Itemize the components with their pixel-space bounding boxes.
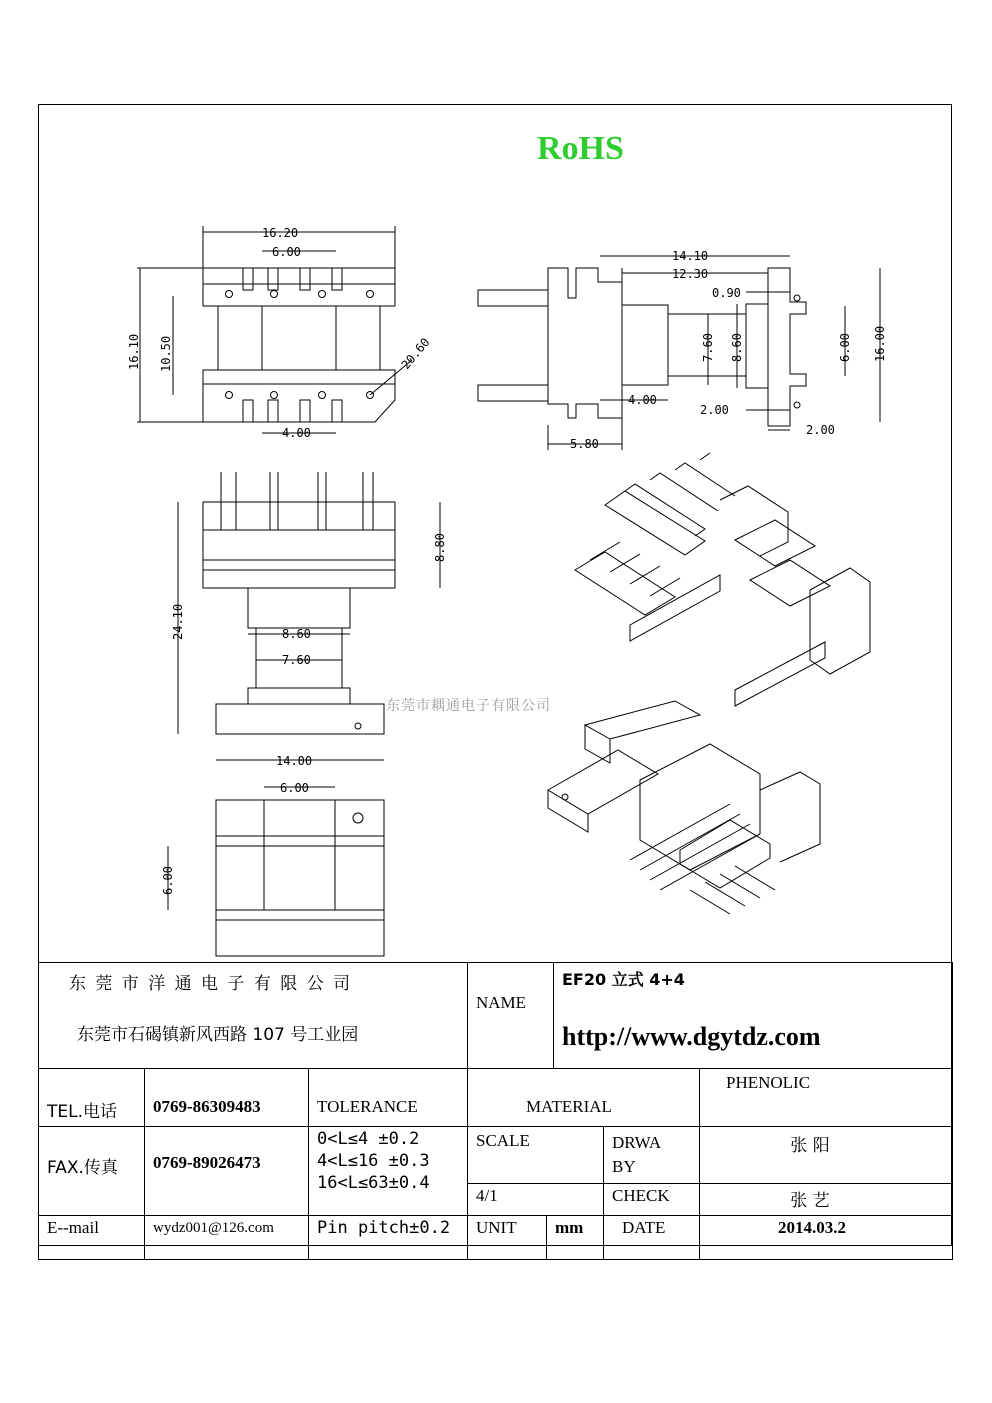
- side-view: [478, 256, 880, 450]
- dim-side-w2: 12.30: [672, 267, 709, 281]
- dim-side-200b: 2.00: [806, 423, 835, 437]
- dim-side-200a: 2.00: [700, 403, 729, 417]
- scale-value: 4/1: [476, 1185, 498, 1205]
- dim-top-inner-height: 10.50: [159, 335, 173, 372]
- dim-bottom-1400: 14.00: [276, 754, 313, 768]
- watermark-text: 东莞市耦通电子有限公司: [386, 698, 551, 714]
- tolerance-row-2: 4<L≤16 ±0.3: [317, 1150, 430, 1171]
- part-name: EF20 立式 4+4: [562, 970, 685, 989]
- tolerance-label: TOLERANCE: [317, 1096, 418, 1116]
- rohs-mark: RoHS: [537, 130, 624, 167]
- drawn-by-value: 张 阳: [790, 1135, 830, 1156]
- drawn-by-label: DRWA BY: [612, 1132, 662, 1176]
- dim-bottom-600b: 6.00: [161, 866, 175, 895]
- fax-label: FAX.传真: [47, 1157, 118, 1178]
- isometric-view-bottom: [548, 701, 820, 914]
- company-cell: [39, 963, 468, 1069]
- check-label: CHECK: [612, 1185, 670, 1205]
- tolerance-row-1: 0<L≤4 ±0.2: [317, 1128, 420, 1149]
- check-value: 张 艺: [790, 1190, 830, 1211]
- tolerance-row-3: 16<L≤63±0.4: [317, 1172, 430, 1193]
- dim-top-inner: 6.00: [272, 245, 301, 259]
- dim-side-400: 4.00: [628, 393, 657, 407]
- date-label: DATE: [622, 1217, 666, 1237]
- title-block-top: [38, 962, 953, 1069]
- date-value: 2014.03.2: [778, 1217, 846, 1237]
- dim-front-760: 7.60: [282, 653, 311, 667]
- material-label: MATERIAL: [526, 1096, 612, 1116]
- dim-front-860: 8.60: [282, 627, 311, 641]
- dim-side-860: 8.60: [730, 333, 744, 362]
- dim-bottom-600a: 6.00: [280, 781, 309, 795]
- dim-top-bottom: 4.00: [282, 426, 311, 440]
- website: http://www.dgytdz.com: [562, 1022, 821, 1051]
- dim-side-760: 7.60: [701, 333, 715, 362]
- dim-top-height: 16.10: [127, 333, 141, 370]
- unit-value: mm: [555, 1217, 584, 1237]
- email-label: E--mail: [47, 1217, 99, 1237]
- name-label: NAME: [476, 993, 527, 1012]
- dim-top-width: 16.20: [262, 226, 299, 240]
- title-block-bottom: [38, 1068, 953, 1260]
- isometric-view-top: [575, 453, 870, 706]
- email-value: wydz001@126.com: [153, 1219, 274, 1236]
- dim-side-1600: 16.00: [873, 325, 887, 362]
- tel-value: 0769-86309483: [153, 1096, 261, 1116]
- tel-label: TEL.电话: [47, 1101, 118, 1122]
- fax-value: 0769-89026473: [153, 1152, 261, 1172]
- unit-label: UNIT: [476, 1217, 517, 1237]
- name-value-cell: [554, 963, 953, 1069]
- dim-side-090: 0.90: [712, 286, 741, 300]
- scale-label: SCALE: [476, 1130, 530, 1150]
- material-value: PHENOLIC: [726, 1072, 811, 1092]
- dim-top-diag: 20.60: [398, 335, 433, 372]
- dim-side-w1: 14.10: [672, 249, 709, 263]
- dim-side-600: 6.00: [838, 333, 852, 362]
- dim-front-880: 8.80: [433, 533, 447, 562]
- dim-side-580: 5.80: [570, 437, 599, 451]
- tolerance-row-4: Pin pitch±0.2: [317, 1217, 451, 1238]
- name-label-cell: [468, 963, 554, 1069]
- title-block: [38, 962, 952, 1246]
- bottom-view: [168, 760, 384, 956]
- dim-front-2410: 24.10: [171, 603, 185, 640]
- company-address: 东莞市石碣镇新风西路 107 号工业园: [77, 1025, 359, 1045]
- company-name: 东 莞 市 洋 通 电 子 有 限 公 司: [69, 974, 353, 994]
